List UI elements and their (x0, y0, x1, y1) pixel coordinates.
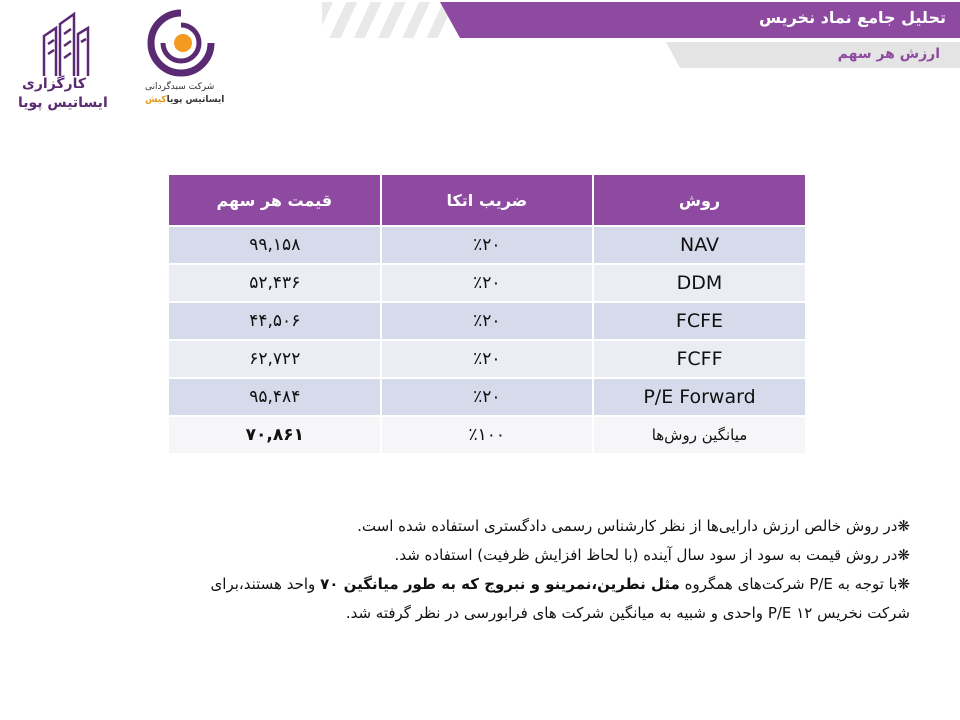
weight-cell: ٪۲۰ (382, 303, 592, 339)
notes-section (110, 512, 910, 628)
page-subtitle: ارزش هر سهم (837, 46, 940, 62)
method-cell: FCFF (594, 341, 805, 377)
column-header-method: روش (594, 175, 805, 225)
column-header-price: قیمت هر سهم (169, 175, 380, 225)
price-cell: ۷۰,۸۶۱ (169, 417, 380, 453)
table-row (169, 265, 805, 301)
table-row (169, 379, 805, 415)
table-row (169, 341, 805, 377)
weight-cell: ٪۲۰ (382, 341, 592, 377)
price-cell: ۶۲,۷۲۲ (169, 341, 380, 377)
table-row (169, 227, 805, 263)
fund-logo-subtext: ایساتیس پویاکیش (145, 95, 225, 105)
note-item: ❋در روش قیمت به سود از سود سال آینده (با لحاظ افزایش ظرفیت) استفاده شد. (394, 546, 910, 564)
column-header-weight: ضریب اتکا (382, 175, 592, 225)
method-cell: DDM (594, 265, 805, 301)
fund-logo-icon (146, 8, 216, 78)
weight-cell: ٪۲۰ (382, 379, 592, 415)
page-title: تحلیل جامع نماد نخریس (758, 8, 946, 27)
weight-cell: ٪۲۰ (382, 265, 592, 301)
method-cell: میانگین روش‌ها (594, 417, 805, 453)
table-header-row (169, 175, 805, 225)
note-item: ❋در روش خالص ارزش دارایی‌ها از نظر کارشناس رسمی دادگستری استفاده شده است. (357, 517, 910, 535)
note-item: ❋با توجه به P/E شرکت‌های همگروه مثل نطرین،نمرینو و نبروج که به طور میانگین ۷۰ واحد هستند،برای (210, 575, 910, 593)
weight-cell: ٪۱۰۰ (382, 417, 592, 453)
price-cell: ۹۵,۴۸۴ (169, 379, 380, 415)
price-cell: ۵۲,۴۳۶ (169, 265, 380, 301)
table-row (169, 303, 805, 339)
table-row-average (169, 417, 805, 453)
note-item-continued: شرکت نخریس ۱۲ P/E واحدی و شبیه به میانگین شرکت های فرابورسی در نظر گرفته شد. (345, 604, 910, 622)
weight-cell: ٪۲۰ (382, 227, 592, 263)
method-cell: NAV (594, 227, 805, 263)
fund-logo-text: شرکت سبدگردانی (145, 82, 215, 92)
method-cell: FCFE (594, 303, 805, 339)
method-cell: P/E Forward (594, 379, 805, 415)
broker-logo-subtext: ایساتیس پویا (18, 95, 108, 111)
valuation-table (167, 173, 807, 455)
price-cell: ۹۹,۱۵۸ (169, 227, 380, 263)
price-cell: ۴۴,۵۰۶ (169, 303, 380, 339)
broker-logo-text: کارگزاری (22, 76, 86, 92)
header-decoration (322, 2, 452, 38)
